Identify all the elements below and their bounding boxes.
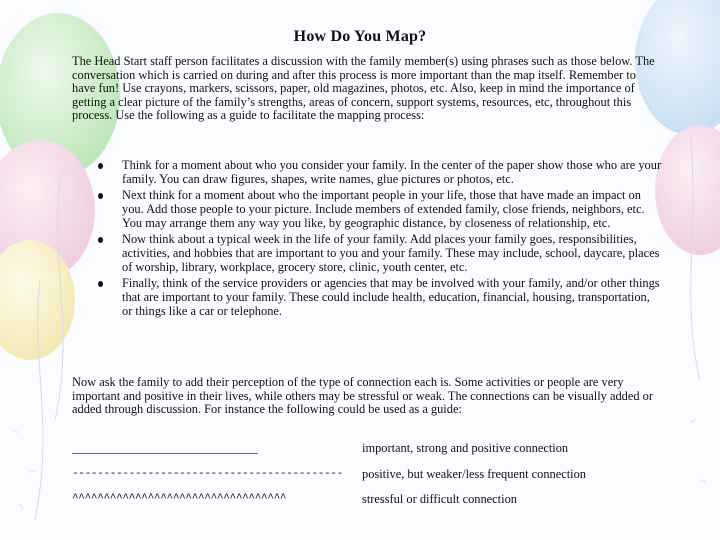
wavy-line-sample: ^^^^^^^^^^^^^^^^^^^^^^^^^^^^^^^^^^ [72, 493, 287, 505]
bullet-icon [98, 237, 103, 243]
legend-label-weak: positive, but weaker/less frequent connection [362, 467, 586, 481]
list-item [0, 277, 662, 318]
bullet-list [0, 159, 720, 321]
solid-line-sample: ______________________________ [72, 441, 258, 455]
bullet-text: Finally, think of the service providers or agencies that may be involved with your family, and/or other things that are important to your family. These could include health, education, financial, housing, transportation, or things like a car or telephone. [122, 276, 660, 318]
bullet-text: Now think about a typical week in the life of your family. Add places your family goes, responsibilities, activities, and hobbies that are important to you and your family. These may include, school, daycare, places of worship, library, workplace, grocery store, clinic, youth center, etc. [122, 232, 660, 274]
bullet-icon [98, 193, 103, 199]
list-item [0, 233, 662, 274]
outro-paragraph: Now ask the family to add their perception of the type of connection each is. Some activities or people are very important and positive in their lives, while others may be stressful or weak. The connections can be visually added or added through discussion. For instance the following could be used as a guide: [72, 375, 653, 417]
bullet-icon [98, 163, 103, 169]
list-item [0, 189, 662, 230]
legend-label-stressful: stressful or difficult connection [362, 492, 517, 506]
bullet-text: Think for a moment about who you consider your family. In the center of the paper show those who are your family. You can draw figures, shapes, write names, glue pictures or photos, etc. [122, 158, 662, 186]
bullet-icon [98, 281, 103, 287]
legend-label-strong: important, strong and positive connection [362, 441, 569, 455]
list-item [0, 159, 662, 186]
bullet-text: Next think for a moment about who the important people in your life, those that have made an impact on you. Add those people to your picture. Include members of extended family, close friends, neighbors, etc. You may arrange them any way you like, by geographic distance, by closeness of relationship, etc. [122, 188, 645, 230]
page-title: How Do You Map? [293, 28, 427, 45]
intro-paragraph: The Head Start staff person facilitates a discussion with the family member(s) using phrases such as those below. The conversation which is carried on during and after this process is more important than the map itself. Remember to have fun! Use crayons, markers, scissors, paper, old magazines, photos, etc. Also, keep in mind the importance of getting a clear picture of the family’s strengths, areas of concern, support systems, resources, etc, throughout this process. Use the following as a guide to facilitate the mapping process: [72, 54, 655, 123]
dashed-line-sample: ------------------------------------------- [72, 468, 343, 480]
